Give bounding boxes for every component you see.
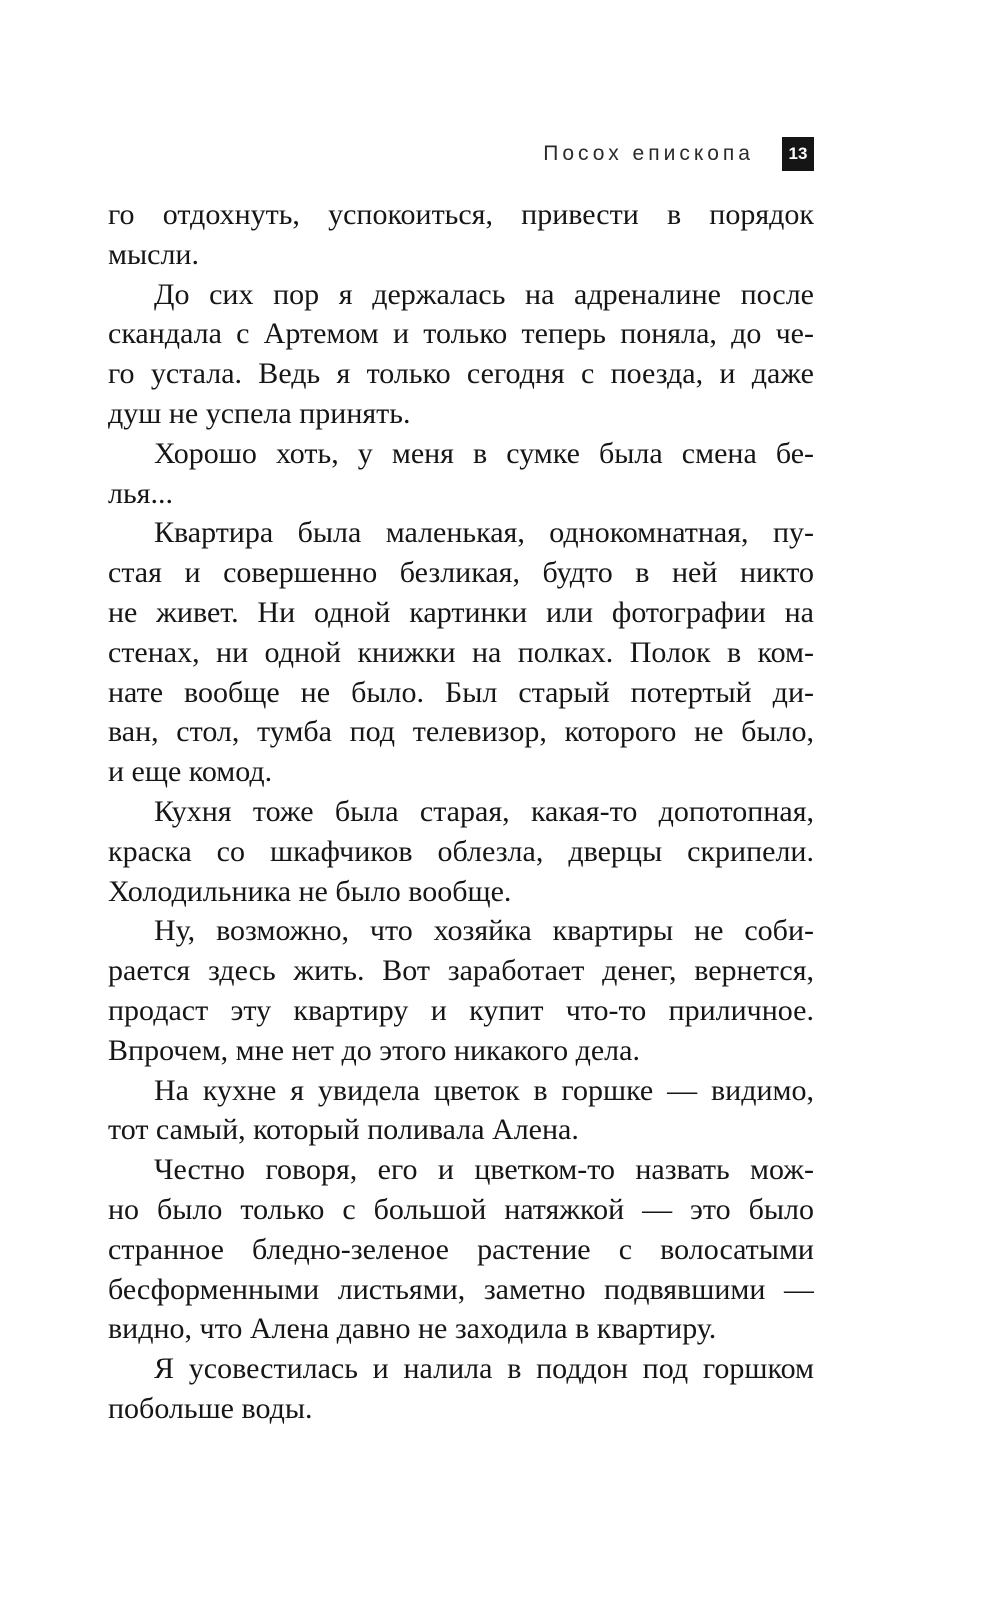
text-line: лья...: [108, 476, 173, 510]
paragraph: [108, 1150, 814, 1349]
text-line: На кухне я увидела цветок в горшке — видимо,: [154, 1073, 814, 1107]
body-text: [108, 195, 814, 1429]
paragraph: [108, 911, 814, 1070]
text-line: странное бледно-зеленое растение с волосатыми: [108, 1232, 814, 1266]
text-line: нате вообще не было. Был старый потертый ди-: [108, 675, 814, 709]
text-line: рается здесь жить. Вот заработает денег, вернется,: [108, 954, 814, 988]
text-line: продаст эту квартиру и купит что-то приличное.: [108, 993, 814, 1027]
text-line: не живет. Ни одной картинки или фотографии на: [108, 595, 814, 629]
text-line: Кухня тоже была старая, какая-то допотопная,: [154, 794, 814, 828]
text-line: Честно говоря, его и цветком-то назвать мож-: [154, 1153, 814, 1187]
text-line: тот самый, который поливала Алена.: [108, 1113, 579, 1147]
running-title: Посох епископа: [543, 142, 754, 165]
text-line: ван, стол, тумба под телевизор, которого не было,: [108, 715, 814, 749]
text-line: До сих пор я держалась на адреналине после: [154, 277, 814, 311]
text-line: побольше воды.: [108, 1391, 313, 1425]
text-line: видно, что Алена давно не заходила в квартиру.: [108, 1312, 717, 1346]
text-line: мысли.: [108, 237, 199, 271]
text-line: но было только с большой натяжкой — это было: [108, 1192, 814, 1226]
text-line: скандала с Артемом и только теперь поняла, до че-: [108, 317, 814, 351]
paragraph: [108, 792, 814, 911]
text-line: го отдохнуть, успокоиться, привести в порядок: [108, 198, 814, 231]
paragraph: [108, 1349, 814, 1429]
text-line: Впрочем, мне нет до этого никакого дела.: [108, 1033, 640, 1067]
text-line: краска со шкафчиков облезла, дверцы скрипели.: [108, 834, 814, 868]
running-header: [108, 137, 814, 171]
paragraph: [108, 434, 814, 514]
text-line: бесформенными листьями, заметно подвявшими —: [108, 1272, 814, 1306]
page-number: 13: [782, 137, 814, 171]
text-line: Ну, возможно, что хозяйка квартиры не соби-: [154, 914, 814, 948]
paragraph: [108, 513, 814, 792]
text-line: Холодильника не было вообще.: [108, 874, 512, 908]
paragraph: [108, 195, 814, 275]
text-line: и еще комод.: [108, 755, 273, 789]
text-line: Я усовестилась и налила в поддон под горшком: [154, 1352, 814, 1386]
text-line: го устала. Ведь я только сегодня с поезда, и даже: [108, 357, 814, 391]
paragraph: [108, 1071, 814, 1151]
paragraph: [108, 275, 814, 434]
text-line: стая и совершенно безликая, будто в ней никто: [108, 556, 814, 590]
text-line: Квартира была маленькая, однокомнатная, пу-: [154, 516, 814, 550]
text-line: душ не успела принять.: [108, 396, 411, 430]
text-line: стенах, ни одной книжки на полках. Полок в ком-: [108, 635, 814, 669]
text-line: Хорошо хоть, у меня в сумке была смена бе-: [154, 436, 814, 470]
